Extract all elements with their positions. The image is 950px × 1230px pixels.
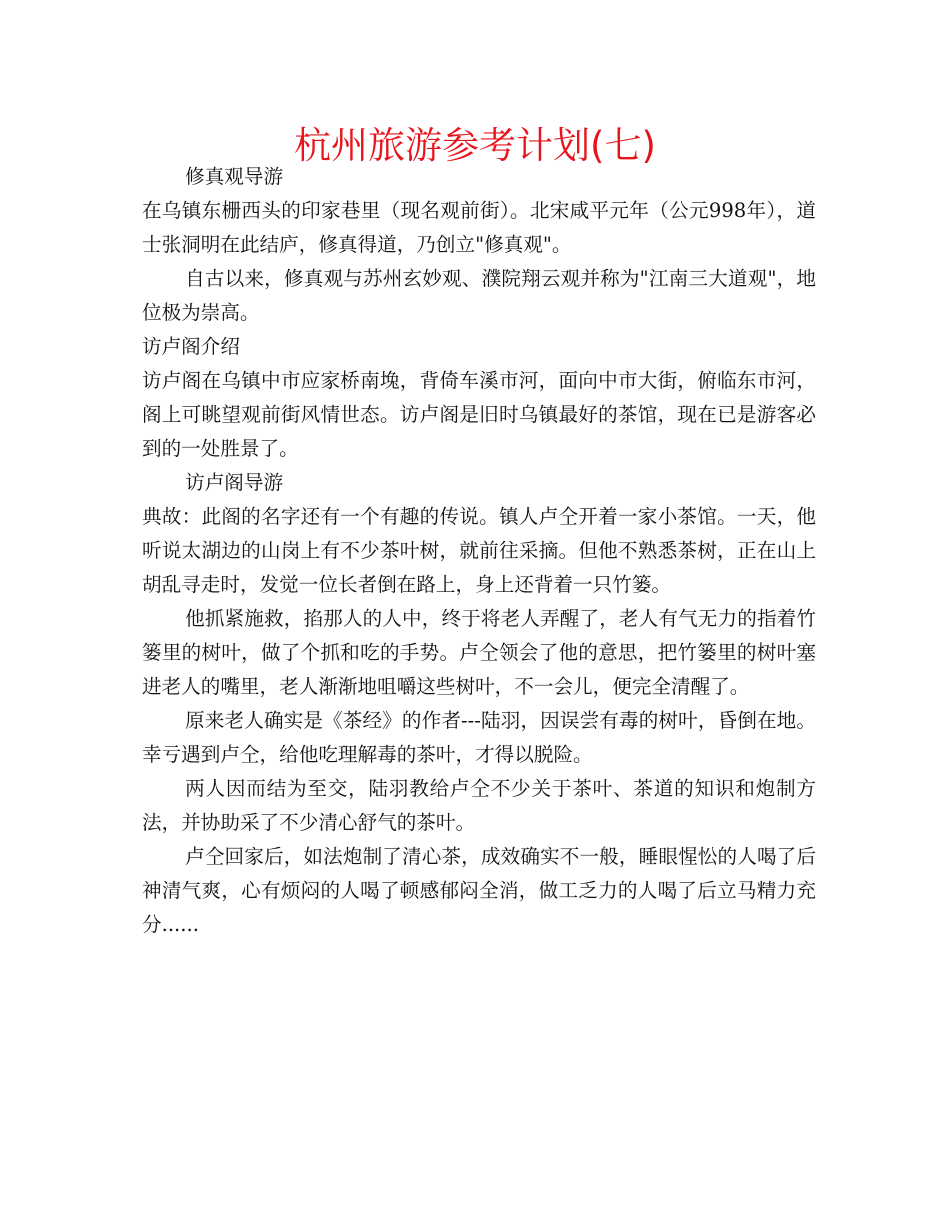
- paragraph-heading-fangluge-guide: 访卢阁导游: [185, 471, 284, 494]
- paragraph-heading-fangluge-intro: 访卢阁介绍: [142, 335, 240, 358]
- paragraph-qingxin-tea: 卢仝回家后，如法炮制了清心茶，成效确实不一般，睡眼惺忪的人喝了后神清气爽，心有烦闷的人喝了顿感郁闷全消，做工乏力的人喝了后立马精力充分......: [142, 845, 816, 936]
- paragraph-friendship: 两人因而结为至交，陆羽教给卢仝不少关于茶叶、茶道的知识和炮制方法，并协助采了不少清心舒气的茶叶。: [142, 777, 816, 834]
- paragraph-fangluge-legend: 典故：此阁的名字还有一个有趣的传说。镇人卢仝开着一家小茶馆。一天，他听说太湖边的山岗上有不少茶叶树，就前往采摘。但他不熟悉茶树，正在山上胡乱寻走时，发觉一位长者倒在路上，身上还背着一只竹篓。: [142, 505, 816, 596]
- paragraph-heading-xiuzhenguan-guide: 修真观导游: [185, 165, 284, 188]
- paragraph-xiuzhenguan-status: 自古以来，修真观与苏州玄妙观、濮院翔云观并称为"江南三大道观"，地位极为崇高。: [142, 267, 816, 324]
- paragraph-rescue: 他抓紧施救，掐那人的人中，终于将老人弄醒了，老人有气无力的指着竹篓里的树叶，做了个抓和吃的手势。卢仝领会了他的意思，把竹篓里的树叶塞进老人的嘴里，老人渐渐地咀嚼这些树叶，不一会儿，便完全清醒了。: [142, 607, 816, 698]
- document-body: [142, 160, 816, 942]
- paragraph-fangluge-location: 访卢阁在乌镇中市应家桥南堍，背倚车溪市河，面向中市大街，俯临东市河，阁上可眺望观前街风情世态。访卢阁是旧时乌镇最好的茶馆，现在已是游客必到的一处胜景了。: [142, 369, 816, 460]
- paragraph-luyu: 原来老人确实是《茶经》的作者---陆羽，因误尝有毒的树叶，昏倒在地。幸亏遇到卢仝，给他吃理解毒的茶叶，才得以脱险。: [142, 709, 816, 766]
- document-title: 杭州旅游参考计划(七): [294, 124, 656, 167]
- paragraph-xiuzhenguan-location: 在乌镇东栅西头的印家巷里（现名观前街）。北宋咸平元年（公元998年），道士张洞明在此结庐，修真得道，乃创立"修真观"。: [142, 199, 816, 256]
